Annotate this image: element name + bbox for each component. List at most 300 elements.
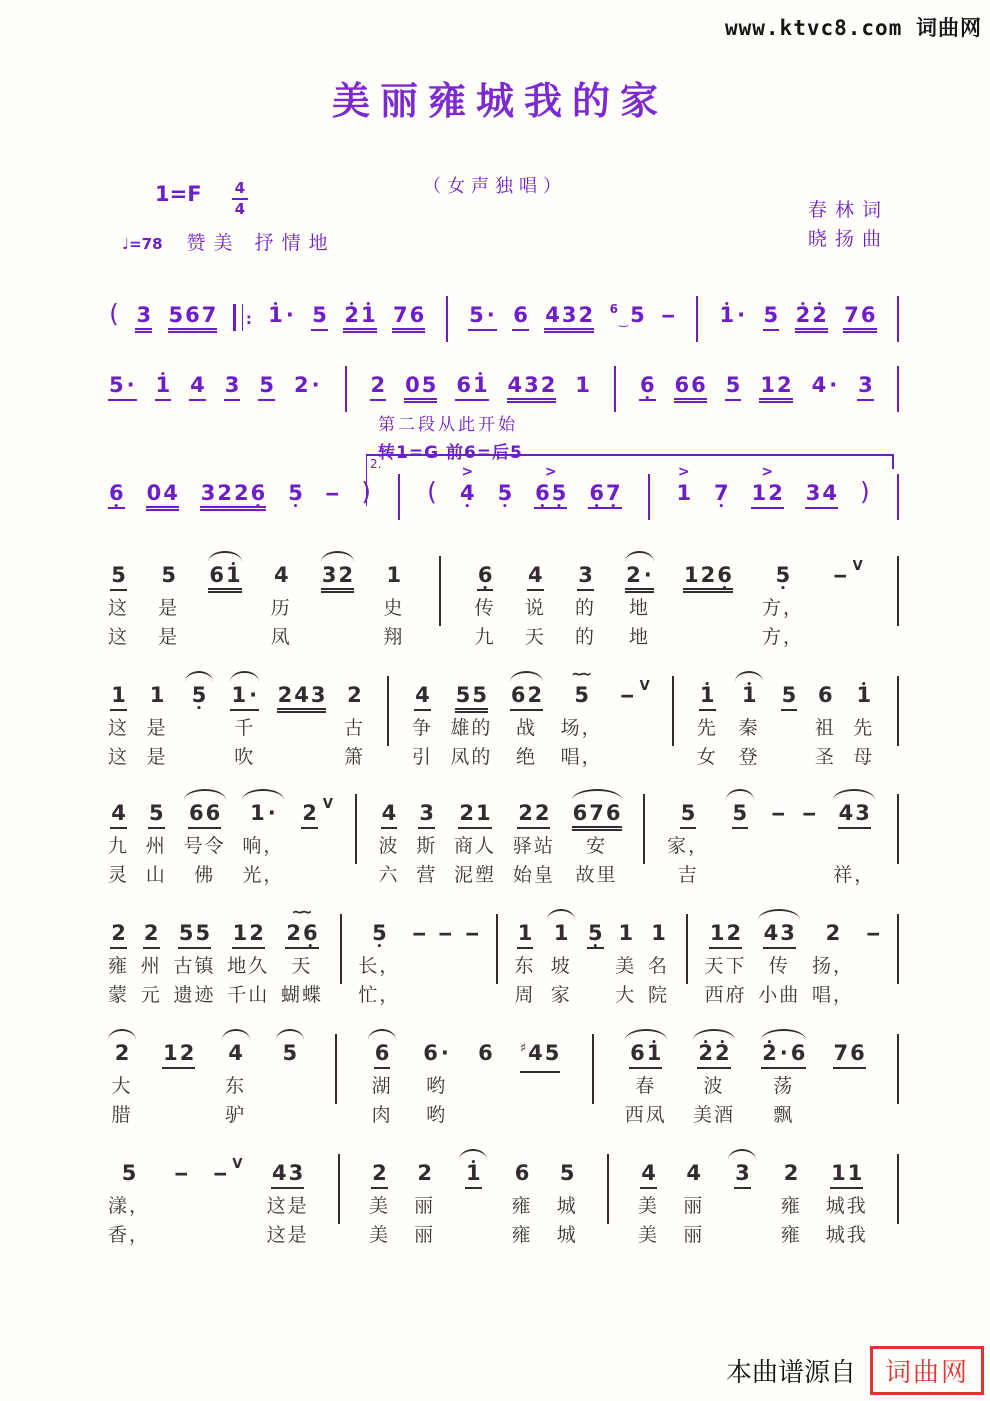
note-token: 3 2 xyxy=(321,544,354,650)
note-token: 5 xyxy=(258,354,275,402)
lyric-syllable-verse2: 哟 xyxy=(426,1104,448,1126)
barline xyxy=(587,1022,599,1104)
lyric-syllable-verse1: 号令 xyxy=(183,835,226,857)
deco-spacer xyxy=(475,544,496,562)
note-token: • 1 · xyxy=(719,284,748,332)
deco-spacer xyxy=(293,354,322,372)
note-token: 4 3 传 小曲 xyxy=(758,902,800,1008)
note-token: 2 xyxy=(370,354,387,402)
note-token: • 1 先 女 xyxy=(697,664,718,770)
note-token: 6 6 xyxy=(674,354,707,402)
lyric-syllable-verse2: 女 xyxy=(696,746,718,768)
lyric-syllable-verse1: 家， xyxy=(667,835,710,857)
note-token: 6 • 传 九 xyxy=(475,544,496,650)
lyric-syllable-verse2: 翔 xyxy=(383,626,405,648)
note-token: 4 3 这是 这是 xyxy=(267,1142,309,1248)
slur-arc xyxy=(185,664,213,682)
slur-arc xyxy=(108,1022,136,1040)
lyric-syllable-verse2: 这是 xyxy=(266,1224,309,1246)
note-token: 4 丽 丽 xyxy=(683,1142,704,1248)
lyric-syllable-verse1: 漾， xyxy=(108,1195,151,1217)
deco-spacer xyxy=(370,354,387,372)
deco-spacer xyxy=(866,902,881,920)
barline xyxy=(892,664,904,746)
deco-spacer xyxy=(468,284,497,302)
deco-spacer xyxy=(683,1142,704,1160)
note-token: 5 漾， 香， xyxy=(108,1142,150,1248)
note-token: 1 美 大 xyxy=(615,902,636,1008)
note-token: 5 · xyxy=(468,284,497,332)
barline xyxy=(691,284,703,342)
note-token: 5 • xyxy=(587,902,604,1008)
deco-spacer xyxy=(454,782,496,800)
note-token: – xyxy=(771,782,786,888)
note-token: • 2 • 1 xyxy=(343,284,376,332)
score-line-vocal xyxy=(108,902,904,1008)
barline xyxy=(892,902,904,984)
note-token: 6 · 哟 哟 xyxy=(422,1022,451,1128)
deco-spacer xyxy=(412,664,433,682)
deco-spacer xyxy=(147,664,168,682)
lyric-syllable-verse2: 香， xyxy=(108,1224,151,1246)
note-token: 1 · 响， 光， xyxy=(242,782,284,888)
lyric-syllable-verse1: 哟 xyxy=(426,1075,448,1097)
note-token: • 1 · xyxy=(267,284,296,332)
lyric-syllable-verse1: 古 xyxy=(343,717,365,739)
note-token: – V xyxy=(620,664,650,770)
deco-spacer xyxy=(108,544,129,562)
lyric-syllable-verse1: 响， xyxy=(242,835,285,857)
lyric-syllable-verse1: 雍 xyxy=(780,1195,802,1217)
note-token: 1 名 院 xyxy=(648,902,669,1008)
note-token: 0 4 xyxy=(146,462,179,510)
note-token: 5 xyxy=(311,284,328,332)
deco-spacer xyxy=(512,284,529,302)
deco-spacer xyxy=(507,354,557,372)
lyric-syllable-verse2: 方， xyxy=(761,626,804,648)
note-token: 6 • xyxy=(639,354,656,402)
note-token: ~~ 5 场， 唱， xyxy=(560,664,603,768)
note-token: 2 古 箫 xyxy=(344,664,365,770)
deco-spacer xyxy=(781,664,798,682)
deco-spacer xyxy=(811,354,840,372)
volta-label: 2. xyxy=(370,457,382,471)
note-token: 5 • 长， 忙， xyxy=(358,902,400,1008)
lyric-syllable-verse1: 争 xyxy=(411,717,433,739)
lyric-syllable-verse2: 始皇 xyxy=(512,864,555,886)
barline xyxy=(892,782,904,864)
repeat-start-sign: : xyxy=(233,284,252,332)
deco-spacer xyxy=(763,284,780,302)
barline xyxy=(643,462,655,520)
lyric-syllable-verse1: 天 xyxy=(291,955,313,977)
accent-mark: > xyxy=(544,463,557,480)
lyric-syllable-verse1: 东 xyxy=(514,955,536,977)
score-line-intro xyxy=(108,354,904,412)
barline xyxy=(892,354,904,412)
barline xyxy=(602,1142,614,1224)
deco-spacer xyxy=(344,664,365,682)
deco-spacer xyxy=(135,284,152,302)
note-token: 5 州 山 xyxy=(146,782,167,888)
accent-mark: > xyxy=(677,463,690,480)
note-token: > 1 xyxy=(676,463,692,505)
lyric-syllable-verse1: 城我 xyxy=(825,1195,868,1217)
deco-spacer xyxy=(648,902,669,920)
lyric-syllable-verse1: 天下 xyxy=(704,955,747,977)
note-token: 2 雍 蒙 xyxy=(108,902,129,1008)
deco-spacer xyxy=(587,902,604,920)
lyric-syllable-verse2: 灵 xyxy=(108,864,130,886)
lyric-syllable-verse2: 飘 xyxy=(773,1104,795,1126)
deco-spacer xyxy=(412,902,427,920)
lyric-syllable-verse2: 的 xyxy=(575,626,597,648)
note-token: • 1 秦 登 xyxy=(735,664,763,770)
note-token: 3 xyxy=(857,354,874,402)
note-token: 7 6 xyxy=(833,1022,866,1128)
lyric-syllable-verse1: 方， xyxy=(761,597,804,619)
deco-spacer xyxy=(639,354,656,372)
note-token: 4 说 天 xyxy=(525,544,546,650)
deco-spacer xyxy=(575,544,596,562)
lyric-syllable-verse1: 雍 xyxy=(108,955,130,977)
lyric-syllable-verse1: 斯 xyxy=(416,835,438,857)
score-line-vocal xyxy=(108,664,904,770)
note-token: 3 xyxy=(728,1142,756,1248)
note-token: ~~ 2 6 • 天 蝴蝶 xyxy=(281,902,323,1008)
note-token: 4 历 凤 xyxy=(271,544,292,650)
deco-spacer xyxy=(378,782,399,800)
deco-spacer xyxy=(146,782,167,800)
lyric-syllable-verse1: 丽 xyxy=(683,1195,705,1217)
score-line-vocal xyxy=(108,1022,904,1128)
lyric-syllable-verse2: 吹 xyxy=(234,746,256,768)
lyric-syllable-verse2: 泥塑 xyxy=(454,864,497,886)
lyric-syllable-verse2: 地 xyxy=(628,626,650,648)
accent-mark: > xyxy=(461,463,474,480)
lyric-syllable-verse1: 千 xyxy=(234,717,256,739)
lyric-syllable-verse2: 千山 xyxy=(227,984,270,1006)
note-token: 4 3 祥， xyxy=(833,782,875,888)
note-token: 1 1 城我 城我 xyxy=(826,1142,868,1248)
deco-spacer xyxy=(588,462,621,480)
note-token: 1 史 翔 xyxy=(383,544,404,650)
deco-spacer xyxy=(704,902,746,920)
deco-spacer xyxy=(108,664,129,682)
score-line-intro xyxy=(108,462,904,520)
note-token: 1 · 千 吹 xyxy=(230,664,259,770)
note-token: ( xyxy=(426,462,438,510)
lyric-syllable-verse1: 东 xyxy=(225,1075,247,1097)
deco-spacer xyxy=(450,664,492,682)
note-token: 6 2 战 绝 xyxy=(510,664,543,770)
lyric-syllable-verse1: 地 xyxy=(628,597,650,619)
note-token: 5 城 城 xyxy=(557,1142,578,1248)
note-token: – V xyxy=(213,1142,243,1248)
slur-arc xyxy=(572,782,622,800)
lyric-syllable-verse2: 天 xyxy=(524,626,546,648)
lyric-syllable-verse2: 西府 xyxy=(704,984,747,1006)
lyric-syllable-verse1: 九 xyxy=(108,835,130,857)
note-token: 5 xyxy=(763,284,780,332)
note-token: 6 • 1 春 西凤 xyxy=(625,1022,667,1128)
deco-spacer xyxy=(416,782,437,800)
lyric-syllable-verse2: 遗迹 xyxy=(173,984,216,1006)
deco-spacer xyxy=(465,902,480,920)
deco-spacer xyxy=(661,284,676,302)
slur-arc xyxy=(321,544,354,562)
deco-spacer xyxy=(108,1142,150,1160)
deco-spacer xyxy=(277,664,327,682)
note-token: 2 雍 雍 xyxy=(781,1142,802,1248)
deco-spacer xyxy=(108,782,129,800)
note-token: ( xyxy=(108,284,120,332)
lyric-syllable-verse2: 大 xyxy=(615,984,637,1006)
deco-spacer xyxy=(233,284,252,302)
deco-spacer xyxy=(108,462,125,480)
note-token: 3 斯 营 xyxy=(416,782,437,888)
barline xyxy=(667,664,679,746)
note-token: 1 这 这 xyxy=(108,664,129,770)
deco-spacer xyxy=(574,354,591,372)
lyric-syllable-verse1: 波 xyxy=(378,835,400,857)
lyric-syllable-verse2: 丽 xyxy=(683,1224,705,1246)
barline xyxy=(892,462,904,520)
deco-spacer xyxy=(713,462,730,480)
deco-spacer xyxy=(477,1022,494,1040)
barline xyxy=(330,1022,342,1104)
note-token: 2 · 地 地 xyxy=(625,544,654,650)
lyric-syllable-verse2: 西凤 xyxy=(624,1104,667,1126)
lyric-syllable-verse2: 美酒 xyxy=(692,1104,735,1126)
note-token: 2 2 驿站 始皇 xyxy=(513,782,555,888)
lyric-syllable-verse2: 肉 xyxy=(371,1104,393,1126)
lyric-syllable-verse1: 是 xyxy=(158,597,180,619)
barline xyxy=(892,284,904,342)
lyric-syllable-verse2: 圣 xyxy=(814,746,836,768)
deco-spacer xyxy=(802,782,817,800)
modulation-annotation: 转1=G 前6=后5 xyxy=(378,443,523,463)
lyric-syllable-verse1: 是 xyxy=(146,717,168,739)
note-token: > 1 2 xyxy=(751,462,784,510)
lyric-syllable-verse1: 战 xyxy=(516,717,538,739)
lyric-syllable-verse2: 唱， xyxy=(811,984,854,1006)
note-token: 6 6 号令 佛 xyxy=(184,782,226,888)
key-signature: 1=F xyxy=(155,182,202,206)
slur-arc xyxy=(547,902,575,920)
note-token: 5 xyxy=(781,664,798,770)
lyric-syllable-verse1: 春 xyxy=(635,1075,657,1097)
score-line-vocal xyxy=(108,1142,904,1248)
note-token: 4 美 美 xyxy=(638,1142,659,1248)
lyric-syllable-verse2: 这 xyxy=(108,626,130,648)
lyric-syllable-verse1: 州 xyxy=(140,955,162,977)
lyric-syllable-verse2: 城我 xyxy=(825,1224,868,1246)
note-token: 2 · xyxy=(293,354,322,402)
barline xyxy=(892,1142,904,1224)
deco-spacer xyxy=(224,354,241,372)
note-token: 5 是 是 xyxy=(158,544,179,650)
lyric-syllable-verse2: 雍 xyxy=(511,1224,533,1246)
note-token: 6 祖 圣 xyxy=(815,664,836,770)
lyric-syllable-verse2: 佛 xyxy=(194,864,216,886)
note-token: 4 争 引 xyxy=(412,664,433,770)
lyric-syllable-verse1: 史 xyxy=(383,597,405,619)
tempo-marking: ♩=78 xyxy=(122,235,163,253)
note-token: 4 · xyxy=(811,354,840,402)
deco-spacer xyxy=(173,902,215,920)
note-token: 5 xyxy=(726,782,754,888)
lyric-syllable-verse1: 说 xyxy=(524,597,546,619)
lyric-syllable-verse2: 城 xyxy=(556,1224,578,1246)
note-token: > 6 • 5 • xyxy=(534,462,567,510)
barline xyxy=(382,664,394,746)
note-token: 3 xyxy=(224,354,241,402)
lyric-syllable-verse1: 雄的 xyxy=(450,717,493,739)
mordent-mark: ~~ xyxy=(571,664,589,683)
slur-arc xyxy=(230,664,259,682)
deco-spacer xyxy=(512,1142,533,1160)
deco-spacer xyxy=(404,354,437,372)
lyric-syllable-verse1: 先 xyxy=(853,717,875,739)
deco-spacer xyxy=(158,544,179,562)
lyric-syllable-verse1: 的 xyxy=(575,597,597,619)
lyric-syllable-verse1: 驿站 xyxy=(512,835,555,857)
barline xyxy=(335,902,347,984)
lyric-syllable-verse2: 蒙 xyxy=(108,984,130,1006)
composer-credit: 晓 扬 曲 xyxy=(807,228,882,251)
slur-arc xyxy=(276,1022,304,1040)
lyric-syllable-verse1: 城 xyxy=(556,1195,578,1217)
lyric-syllable-verse1: 美 xyxy=(615,955,637,977)
lyric-syllable-verse1: 大 xyxy=(111,1075,133,1097)
slur-arc xyxy=(368,1022,396,1040)
note-token: 6 7 6 安 故里 xyxy=(572,782,622,888)
lyric-syllable-verse2: 院 xyxy=(648,984,670,1006)
slur-arc xyxy=(728,1142,756,1160)
deco-spacer xyxy=(358,902,400,920)
note-token: 4 3 2 xyxy=(507,354,557,402)
score-line-intro xyxy=(108,284,904,342)
lyric-syllable-verse1: 这 xyxy=(108,597,130,619)
note-token: 2 州 元 xyxy=(141,902,162,1008)
slur-arc xyxy=(693,1022,735,1040)
lyric-syllable-verse2: 美 xyxy=(368,1224,390,1246)
note-token: – xyxy=(174,1142,189,1248)
note-token: 2 V xyxy=(301,782,333,888)
deco-spacer xyxy=(771,782,786,800)
lyric-syllable-verse2: 箫 xyxy=(343,746,365,768)
lyric-syllable-verse1: 秦 xyxy=(738,717,760,739)
note-token: 4 3 2 xyxy=(544,284,594,332)
deco-spacer xyxy=(287,462,304,480)
lyric-syllable-verse2: 美 xyxy=(638,1224,660,1246)
slur-arc xyxy=(726,782,754,800)
note-token: 2 大 腊 xyxy=(108,1022,136,1128)
lyric-syllable-verse2: 故里 xyxy=(575,864,618,886)
lyric-syllable-verse1: 波 xyxy=(703,1075,725,1097)
barline xyxy=(333,1142,345,1224)
note-token: 1 东 周 xyxy=(515,902,536,1008)
lyric-syllable-verse1: 地久 xyxy=(227,955,270,977)
deco-spacer xyxy=(325,462,340,480)
note-token: 5 5 雄的 凤的 xyxy=(450,664,492,770)
note-token: 1 2 xyxy=(759,354,792,402)
deco-spacer xyxy=(422,1022,451,1040)
deco-spacer xyxy=(725,354,742,372)
note-token: 4 东 驴 xyxy=(222,1022,250,1128)
note-token: 4 九 灵 xyxy=(108,782,129,888)
tempo-row xyxy=(122,228,336,255)
barline xyxy=(609,354,621,412)
lyric-syllable-verse2: 唱， xyxy=(560,746,603,768)
deco-spacer xyxy=(141,902,162,920)
deco-spacer xyxy=(515,902,536,920)
deco-spacer xyxy=(168,284,218,302)
slur-arc xyxy=(222,1022,250,1040)
lyric-syllable-verse1: 这是 xyxy=(266,1195,309,1217)
lyric-syllable-verse2: 小曲 xyxy=(758,984,801,1006)
lyric-syllable-verse1: 坡 xyxy=(550,955,572,977)
barline xyxy=(340,354,352,412)
lyric-syllable-verse2: 山 xyxy=(145,864,167,886)
slur-arc xyxy=(510,664,543,682)
note-token: 5 • xyxy=(287,462,304,510)
lyric-syllable-verse2: 祥， xyxy=(833,864,876,886)
note-token: ♯ 4 5 xyxy=(520,1022,561,1128)
deco-spacer xyxy=(438,902,453,920)
lyric-syllable-verse1: 传 xyxy=(768,955,790,977)
lyric-syllable-verse2: 凤的 xyxy=(450,746,493,768)
barline xyxy=(892,544,904,626)
note-token: 3 的 的 xyxy=(575,544,596,650)
slur-arc xyxy=(184,782,226,800)
deco-spacer xyxy=(455,354,488,372)
deco-spacer xyxy=(200,462,267,480)
note-token: • 2 • 2 波 美酒 xyxy=(693,1022,735,1128)
score-line-vocal xyxy=(108,544,904,650)
note-token: 5 这 这 xyxy=(108,544,129,650)
note-token: 6 湖 肉 xyxy=(368,1022,396,1128)
note-token: 7 6 xyxy=(392,284,425,332)
deco-spacer xyxy=(311,284,328,302)
slur-arc xyxy=(625,1022,667,1040)
deco-spacer xyxy=(271,544,292,562)
lyric-syllable-verse2: 绝 xyxy=(516,746,538,768)
lyric-syllable-verse1: 这 xyxy=(108,717,130,739)
note-token: 6 • 1 xyxy=(208,544,241,650)
deco-spacer xyxy=(615,902,636,920)
lyric-syllable-verse1: 长， xyxy=(358,955,401,977)
deco-spacer xyxy=(667,782,709,800)
credits xyxy=(808,196,882,255)
deco-spacer xyxy=(414,1142,435,1160)
lyric-syllable-verse2: 雍 xyxy=(780,1224,802,1246)
expression-marking: 赞美 抒情地 xyxy=(186,232,336,254)
barline xyxy=(491,902,503,984)
note-token: 5 5 古镇 遗迹 xyxy=(173,902,215,1008)
segment-annotation: 第二段从此开始 xyxy=(378,415,518,435)
key-and-meter xyxy=(155,179,248,218)
deco-spacer xyxy=(759,354,792,372)
note-token: 1 xyxy=(574,354,591,402)
note-token: • 1 xyxy=(155,354,172,402)
lyric-syllable-verse2: 吉 xyxy=(677,864,699,886)
note-token: 3 4 xyxy=(805,462,838,510)
lyric-syllable-verse2: 驴 xyxy=(225,1104,247,1126)
note-token: – xyxy=(866,902,881,1008)
lyric-syllable-verse1: 场， xyxy=(560,717,603,739)
